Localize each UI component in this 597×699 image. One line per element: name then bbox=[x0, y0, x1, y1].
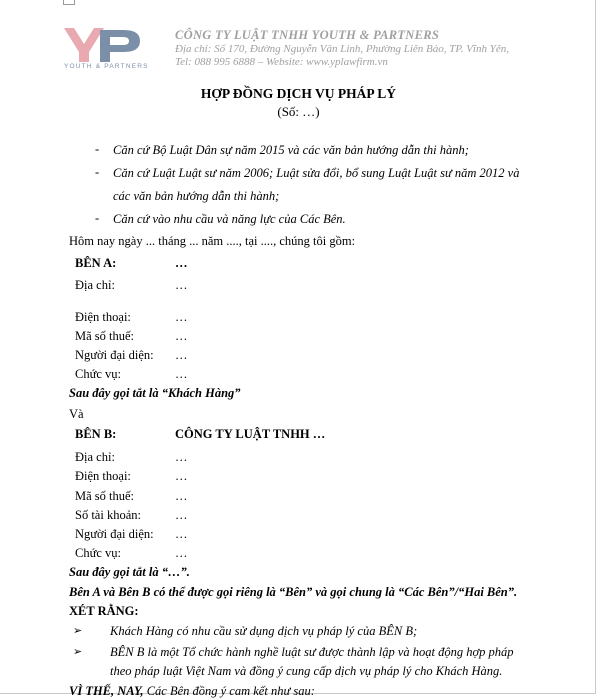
company-contact: Tel: 088 995 6888 – Website: www.yplawfirm.vn bbox=[175, 56, 388, 68]
company-name: CÔNG TY LUẬT TNHH YOUTH & PARTNERS bbox=[175, 28, 440, 42]
party-b-field-value: … bbox=[175, 469, 188, 483]
party-b-field-label: Chức vụ: bbox=[75, 546, 122, 560]
party-a-field-value: … bbox=[175, 310, 188, 324]
party-b-field-label: Địa chỉ: bbox=[75, 450, 115, 464]
party-b-name: CÔNG TY LUẬT TNHH … bbox=[175, 427, 326, 441]
basis-item-continued: các văn bản hướng dẫn thi hành; bbox=[113, 189, 280, 203]
basis-item: Căn cứ Luật Luật sư năm 2006; Luật sửa đổi, bổ sung Luật Luật sư năm 2012 và bbox=[113, 166, 520, 180]
party-b-field-label: Người đại diện: bbox=[75, 527, 154, 541]
party-a-alias: Sau đây gọi tắt là “Khách Hàng” bbox=[69, 386, 241, 400]
party-a-field-label: Mã số thuế: bbox=[75, 329, 135, 343]
whereas-item: Khách Hàng có nhu cầu sử dụng dịch vụ pháp lý của BÊN B; bbox=[110, 624, 418, 638]
whereas-item: BÊN B là một Tổ chức hành nghề luật sư được thành lập và hoạt động hợp pháp bbox=[110, 645, 514, 659]
basis-item: Căn cứ vào nhu cầu và năng lực của Các Bên. bbox=[113, 212, 346, 226]
party-a-field-label: Điện thoại: bbox=[75, 310, 131, 324]
party-a-field-label: Địa chỉ: bbox=[75, 278, 115, 292]
party-b-field-value: … bbox=[175, 450, 188, 464]
arrow-bullet-icon: ➢ bbox=[73, 625, 83, 637]
closing-rest: Các Bên đồng ý cam kết như sau: bbox=[143, 684, 315, 698]
logo-subtitle: YOUTH & PARTNERS bbox=[64, 63, 149, 70]
party-b-heading: BÊN B: bbox=[75, 427, 117, 441]
document-number: (Số: …) bbox=[277, 104, 320, 119]
page-corner-mark bbox=[63, 0, 75, 5]
bullet-dash: - bbox=[95, 142, 100, 156]
document-title: HỢP ĐỒNG DỊCH VỤ PHÁP LÝ bbox=[200, 86, 397, 101]
party-b-field-value: … bbox=[175, 546, 188, 560]
arrow-bullet-icon: ➢ bbox=[73, 646, 83, 658]
bullet-dash: - bbox=[95, 165, 100, 179]
party-a-field-value: … bbox=[175, 348, 188, 362]
party-b-field-label: Số tài khoản: bbox=[75, 508, 141, 522]
closing-line bbox=[69, 683, 315, 699]
bullet-dash: - bbox=[95, 211, 100, 225]
party-b-field-value: … bbox=[175, 508, 188, 522]
party-b-field-value: … bbox=[175, 489, 188, 503]
whereas-heading: XÉT RẰNG: bbox=[69, 604, 139, 618]
party-a-field-label: Chức vụ: bbox=[75, 367, 122, 381]
party-a-field-label: Người đại diện: bbox=[75, 348, 154, 362]
party-b-field-label: Mã số thuế: bbox=[75, 489, 135, 503]
and-text: Và bbox=[69, 407, 84, 421]
closing-bold: VÌ THẾ, NAY, bbox=[69, 684, 144, 698]
company-address: Địa chỉ: Số 170, Đường Nguyễn Văn Linh, Phường Liên Bảo, TP. Vĩnh Yên, bbox=[175, 43, 509, 55]
party-a-field-value: … bbox=[175, 278, 188, 292]
party-a-field-value: … bbox=[175, 329, 188, 343]
intro-text: Hôm nay ngày ... tháng ... năm ...., tại ...., chúng tôi gồm: bbox=[69, 234, 356, 248]
party-a-heading: BÊN A: bbox=[75, 256, 117, 270]
party-a-field-value: … bbox=[175, 367, 188, 381]
party-b-alias: Sau đây gọi tắt là “…”. bbox=[69, 565, 190, 579]
party-b-field-label: Điện thoại: bbox=[75, 469, 131, 483]
party-b-field-value: … bbox=[175, 527, 188, 541]
party-a-name: … bbox=[175, 256, 188, 270]
collective-naming: Bên A và Bên B có thể được gọi riêng là “Bên” và gọi chung là “Các Bên”/“Hai Bên”. bbox=[69, 585, 518, 599]
whereas-item-continued: theo pháp luật Việt Nam và đồng ý cung cấp dịch vụ pháp lý cho Khách Hàng. bbox=[110, 664, 503, 678]
basis-item: Căn cứ Bộ Luật Dân sự năm 2015 và các văn bản hướng dẫn thi hành; bbox=[113, 143, 469, 157]
